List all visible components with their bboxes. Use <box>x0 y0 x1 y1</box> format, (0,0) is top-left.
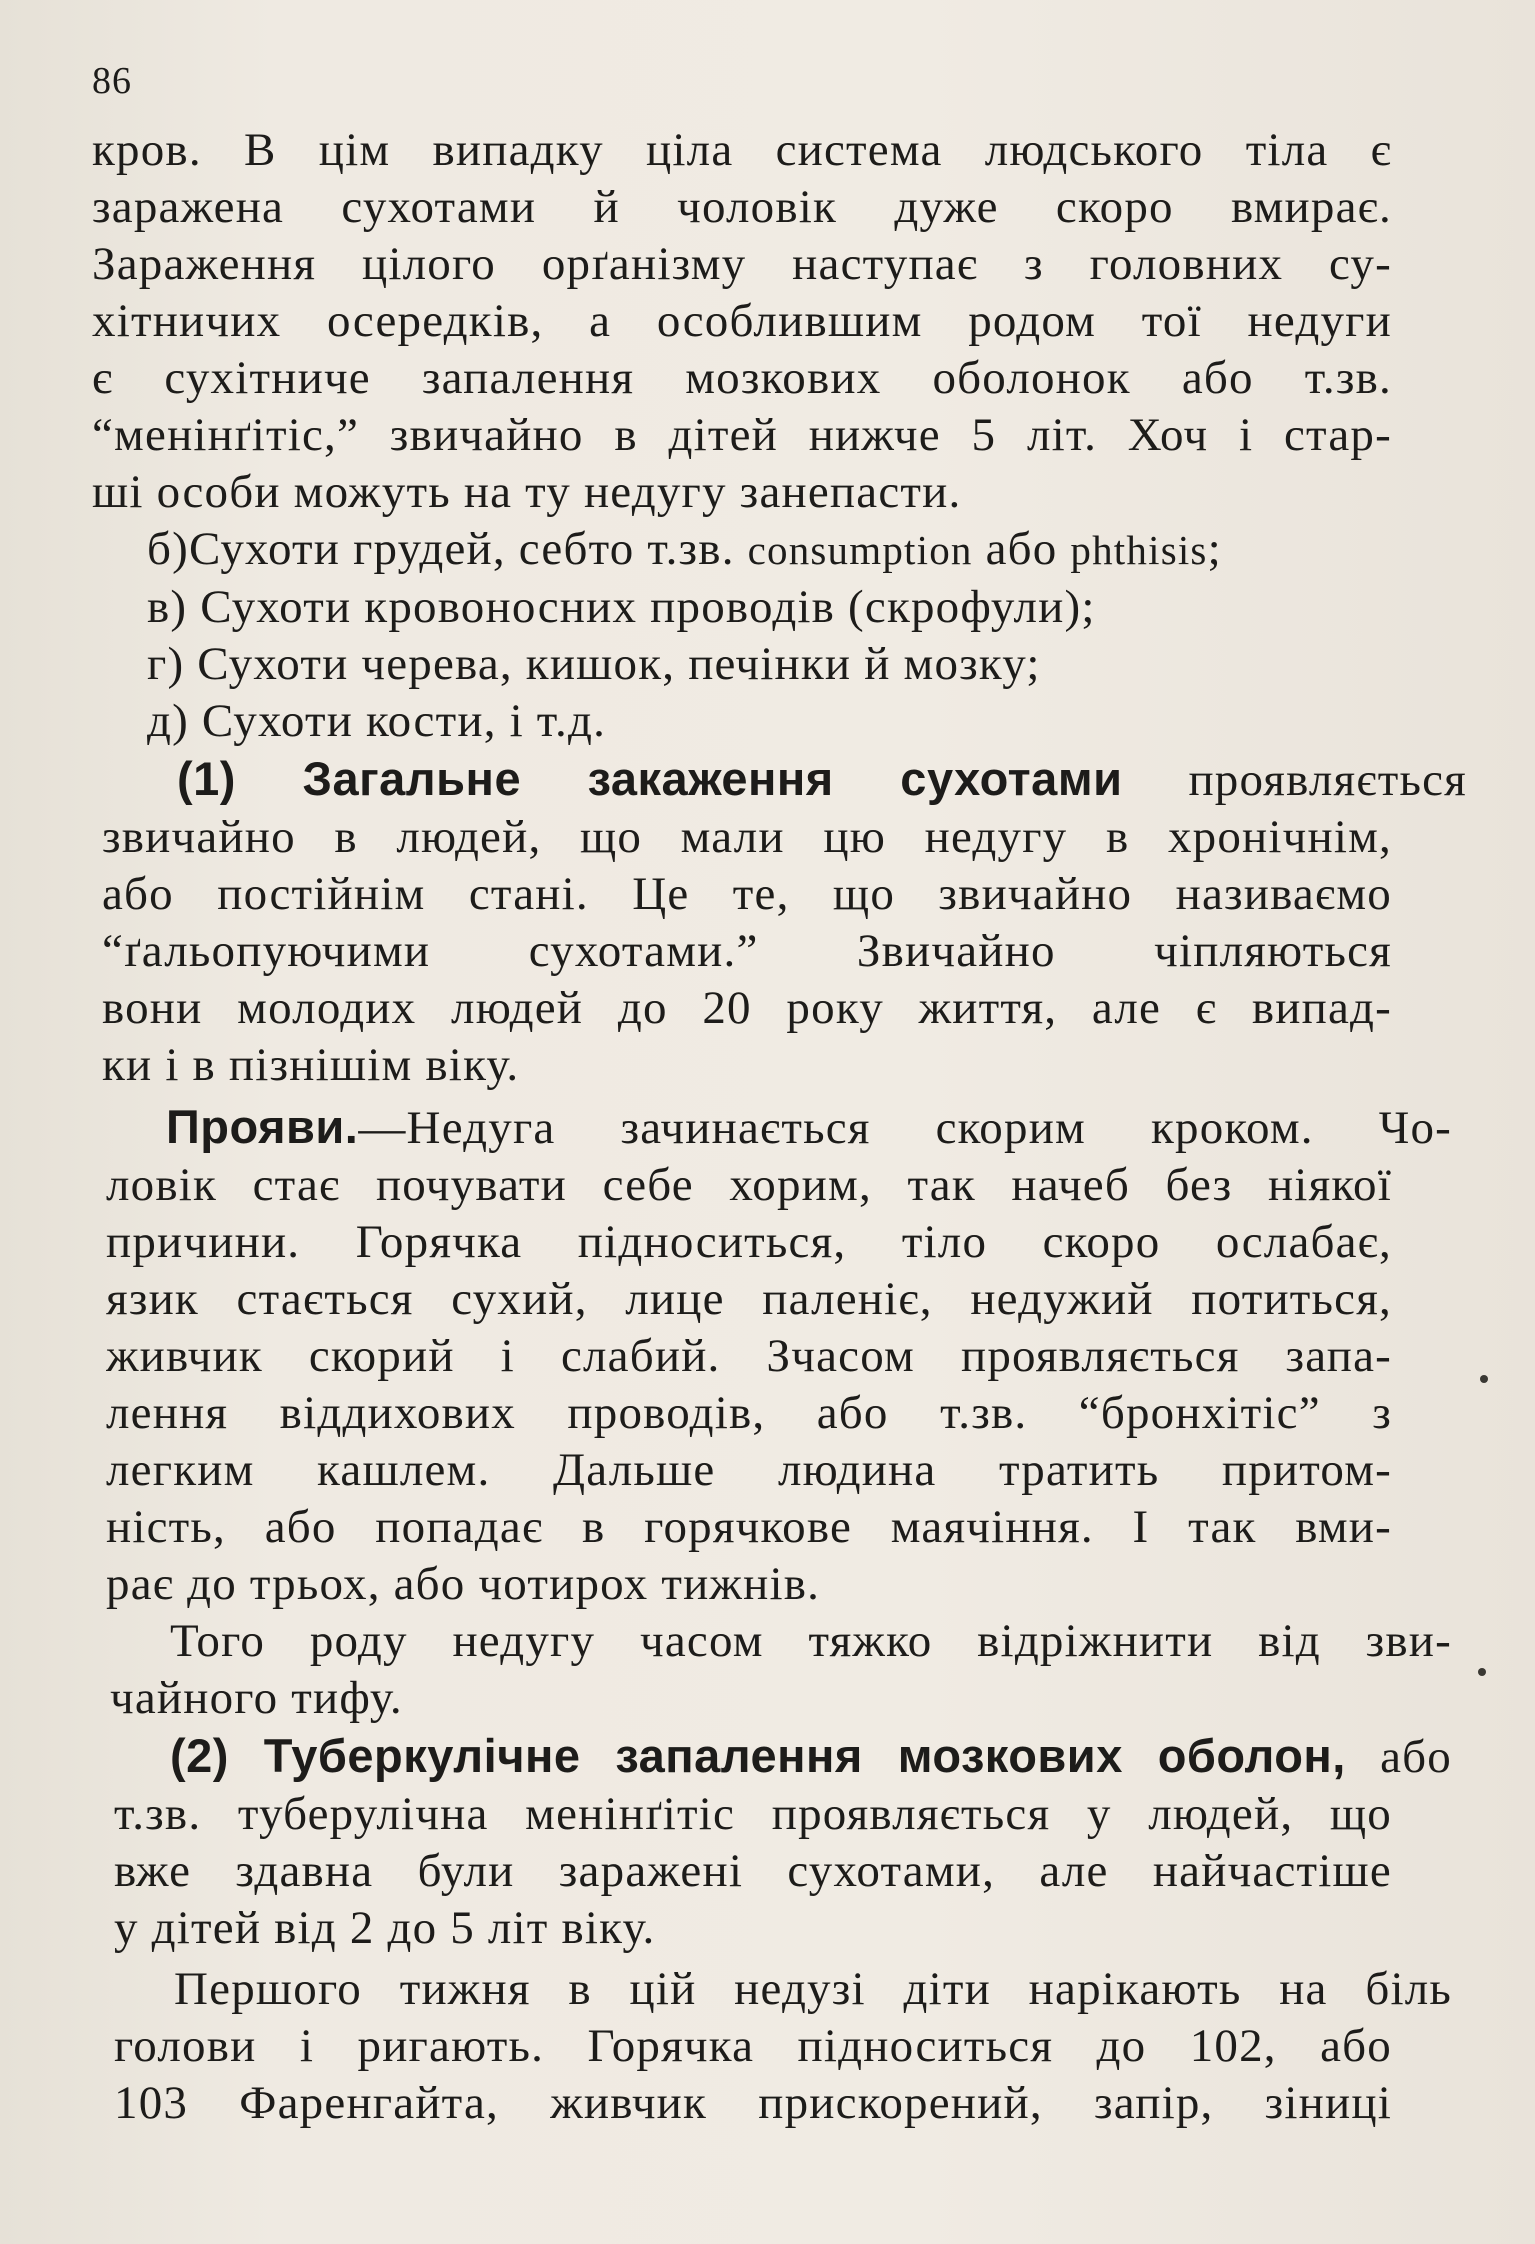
list-item-b-end: ; <box>1207 523 1222 575</box>
text-line: Того роду недугу часом тяжко відріжнити від зви- <box>170 1615 1452 1667</box>
text-line: ки і в пізнішім віку. <box>102 1039 520 1091</box>
text-line: чайного тифу. <box>110 1672 403 1724</box>
text-line: причини. Горячка підноситься, тіло скоро ослабає, <box>106 1216 1392 1268</box>
list-item-b <box>92 521 1392 579</box>
text-line: у дітей від 2 до 5 літ віку. <box>114 1902 656 1954</box>
text-line: “менінґітіс,” звичайно в дітей нижче 5 літ. Хоч і стар- <box>92 409 1392 461</box>
section2-heading: (2) Туберкулічне запалення мозкових оболон, <box>170 1729 1346 1782</box>
symptoms-first-line <box>106 1098 1452 1157</box>
section1-heading: (1) Загальне закаження сухотами <box>177 752 1123 805</box>
section1-first-line <box>102 750 1467 809</box>
text-line: хітничих осередків, а особлившим родом тої недуги <box>92 295 1392 347</box>
page-text <box>92 122 1467 2132</box>
text-line: або постійнім стані. Це те, що звичайно називаємо <box>102 868 1392 920</box>
page-number: 86 <box>92 60 132 102</box>
text-line: вже здавна були заражені сухотами, але найчастіше <box>114 1845 1392 1897</box>
section2-line1-rest: або <box>1345 1731 1452 1783</box>
symptoms-line1-rest: —Недуга зачинається скорим кроком. Чо- <box>358 1102 1452 1154</box>
text-line: кров. В цім випадку ціла система людського тіла є <box>92 124 1392 176</box>
text-line: 103 Фаренгайта, живчик прискорений, запір, зіниці <box>114 2077 1392 2129</box>
latin-term: phthisis <box>1070 527 1208 573</box>
text-line: ші особи можуть на ту недугу занепасти. <box>92 466 962 518</box>
text-line: лення віддихових проводів, або т.зв. “бронхітіс” з <box>106 1387 1392 1439</box>
list-item-d: д) Сухоти кости, і т.д. <box>147 695 607 747</box>
text-line: ність, або попадає в горячкове маячіння. І так вми- <box>106 1501 1392 1553</box>
text-line: легким кашлем. Дальше людина тратить притом- <box>106 1444 1392 1496</box>
text-line: “ґальопуючими сухотами.” Звичайно чіпляються <box>102 925 1392 977</box>
list-item-b-mid: або <box>972 523 1071 575</box>
section2-first-line <box>110 1727 1452 1786</box>
text-line: ловік стає почувати себе хорим, так начеб без ніякої <box>106 1159 1392 1211</box>
section1-line1-rest: проявляється <box>1122 754 1467 806</box>
symptoms-label: Прояви. <box>166 1100 359 1153</box>
margin-dot <box>1478 1668 1486 1676</box>
text-line: Першого тижня в цій недузі діти нарікають на біль <box>174 1963 1452 2015</box>
text-line: т.зв. туберулічна менінґітіс проявляється у людей, що <box>114 1788 1392 1840</box>
text-line: заражена сухотами й чоловік дуже скоро вмирає. <box>92 181 1392 233</box>
margin-dot <box>1480 1375 1488 1383</box>
text-line: звичайно в людей, що мали цю недугу в хронічнім, <box>102 811 1392 863</box>
latin-term: consumption <box>747 527 973 573</box>
text-line: Зараження цілого орґанізму наступає з головних су- <box>92 238 1392 290</box>
text-line: язик стається сухий, лице паленіє, недужий потиться, <box>106 1273 1392 1325</box>
text-line: рає до трьох, або чотирох тижнів. <box>106 1558 821 1610</box>
text-line: живчик скорий і слабий. Зчасом проявляється запа- <box>106 1330 1392 1382</box>
list-item-b-text: б)Сухоти грудей, себто т.зв. <box>147 523 748 575</box>
text-line: є сухітниче запалення мозкових оболонок або т.зв. <box>92 352 1392 404</box>
list-item-g: г) Сухоти черева, кишок, печінки й мозку; <box>147 638 1041 690</box>
text-line: вони молодих людей до 20 року життя, але є випад- <box>102 982 1392 1034</box>
text-line: голови і ригають. Горячка підноситься до 102, або <box>114 2020 1392 2072</box>
list-item-v: в) Сухоти кровоносних проводів (скрофули); <box>147 581 1096 633</box>
